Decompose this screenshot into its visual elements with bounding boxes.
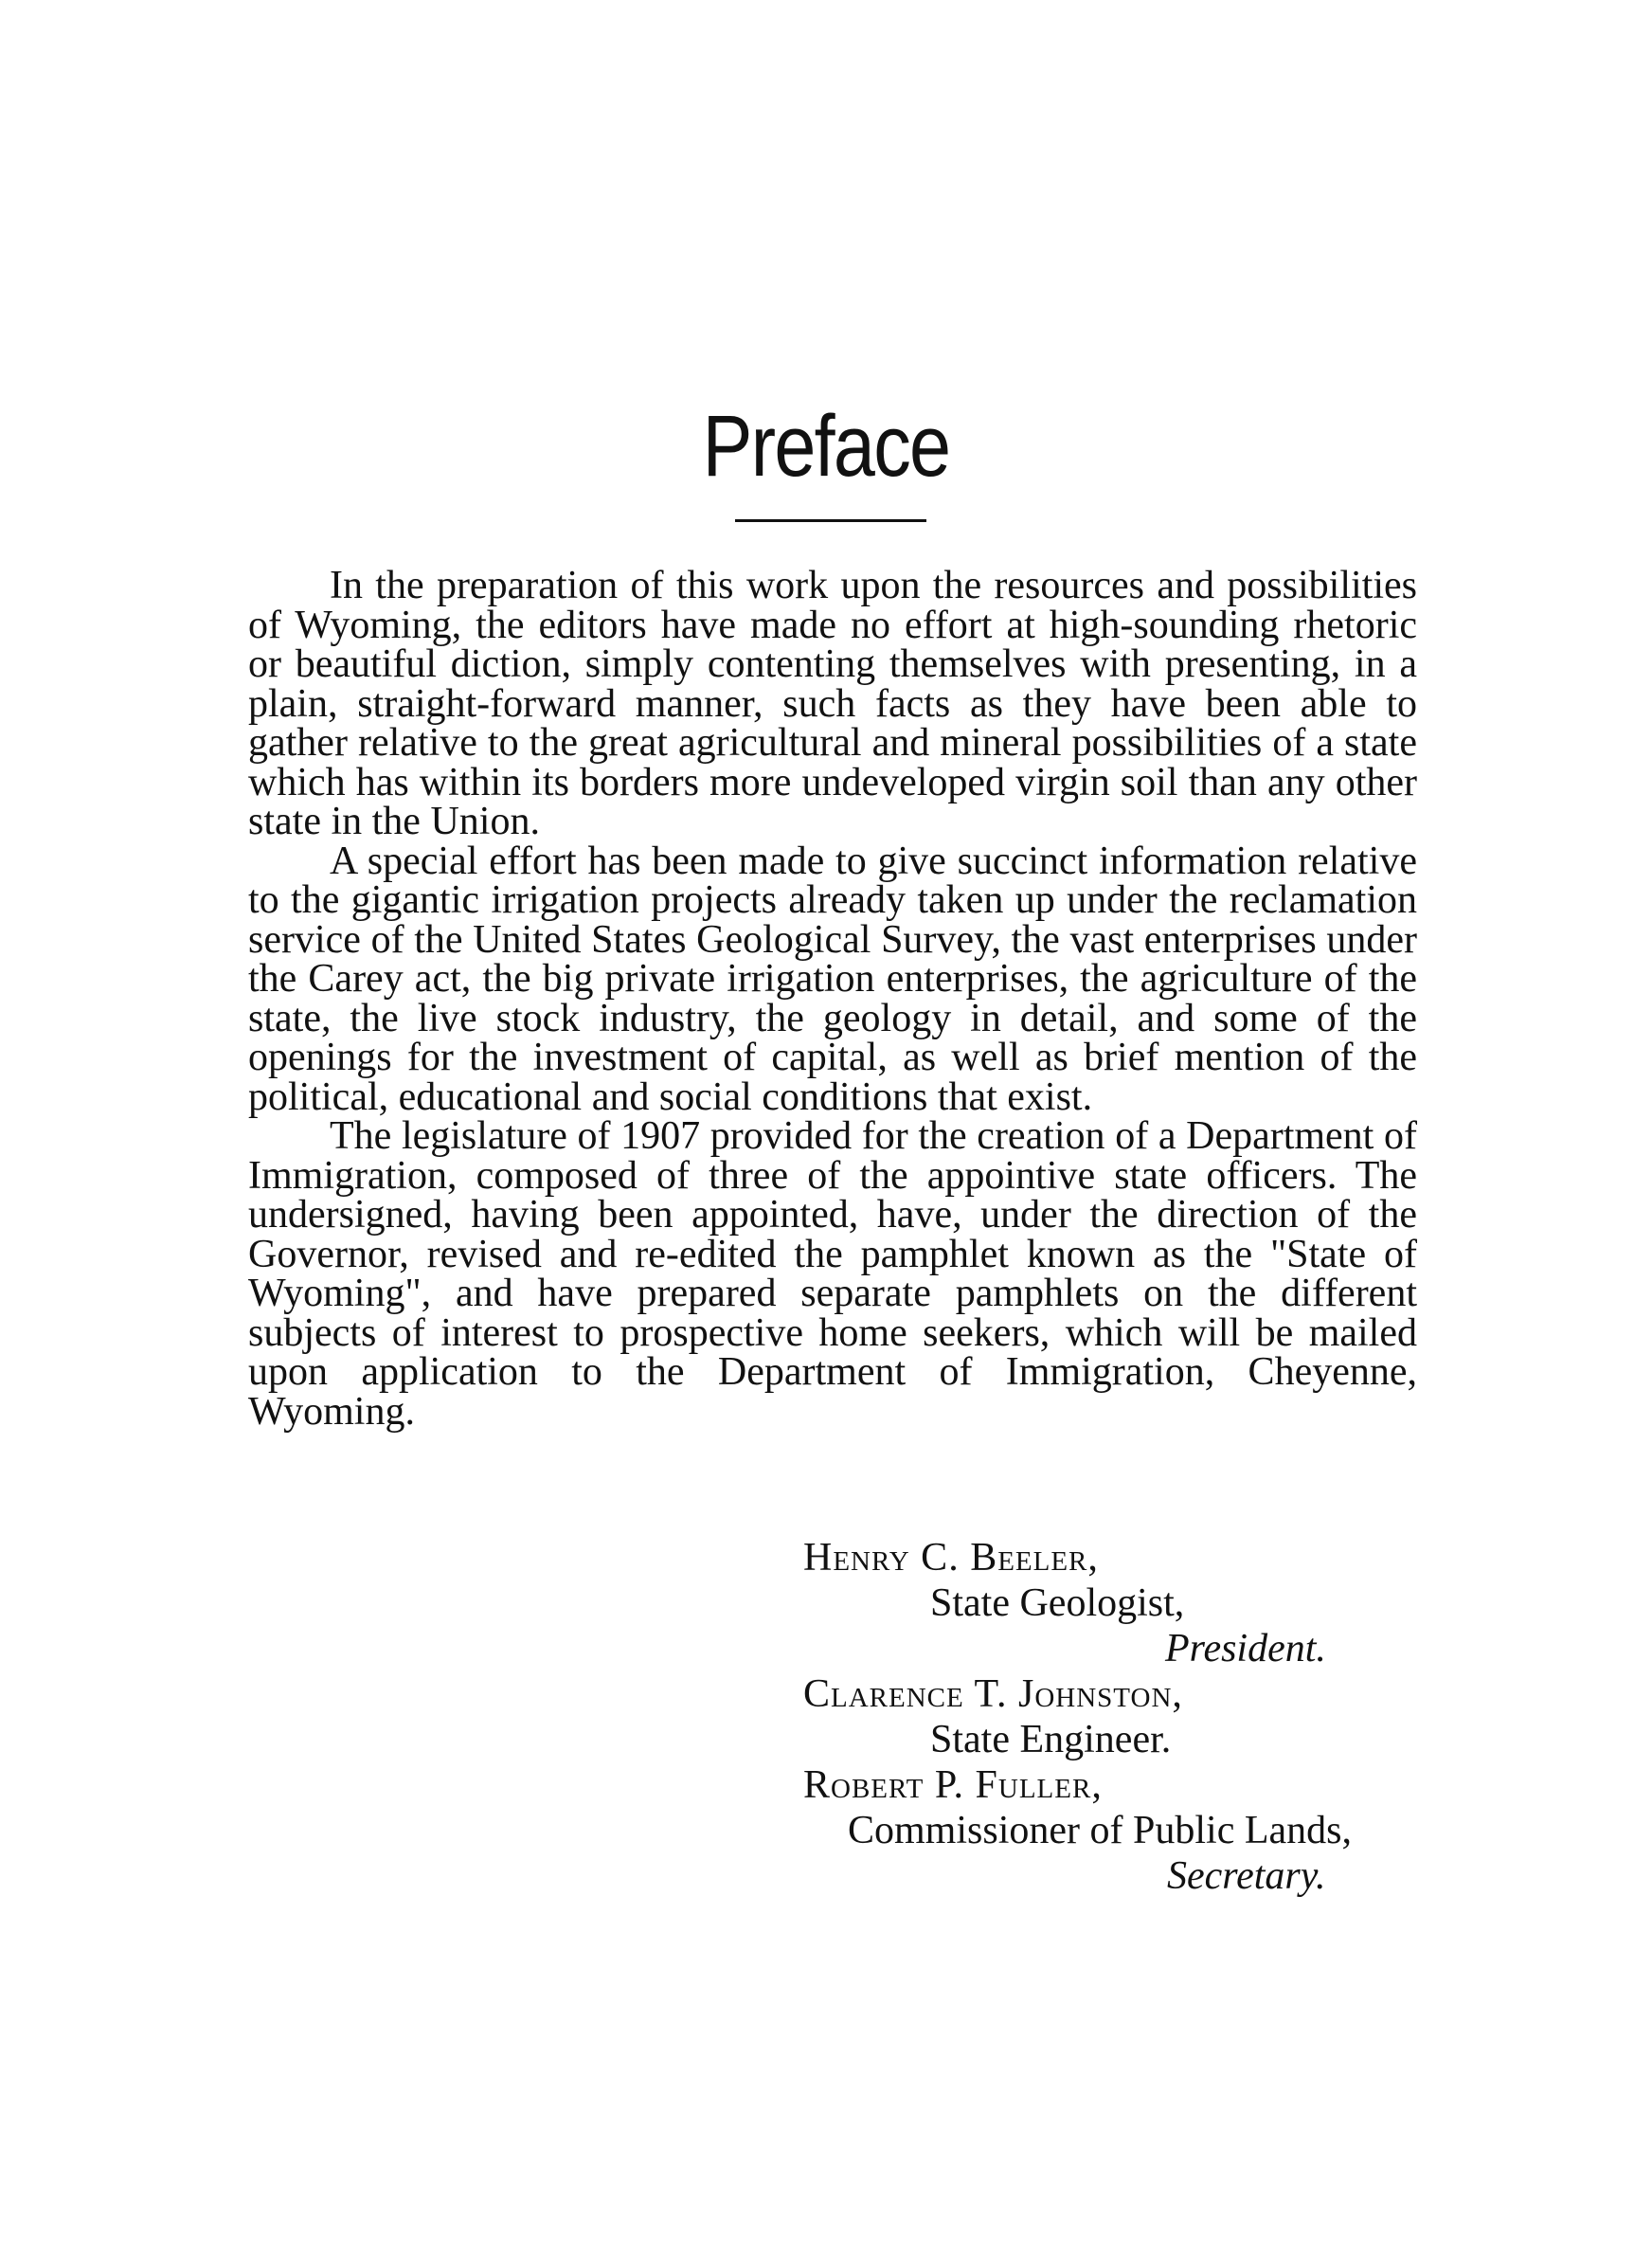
- signatory-1-title: State Geologist,: [930, 1581, 1185, 1625]
- title-rule: [735, 519, 926, 522]
- preface-body: [248, 564, 1417, 1434]
- paragraph-2: A special effort has been made to give succinct information relative to the gigantic irrigation projects already taken up under the reclamation service of the United States Geological Survey, the vast enterprises under the Carey act, the big private irrigation enterprises, the agriculture of the state, the live stock industry, the geology in detail, and some of the openings for the investment of capital, as well as brief mention of the political, educational and social conditions that exist.: [248, 839, 1417, 1119]
- signatory-2-name: Clarence T. Johnston,: [803, 1672, 1183, 1716]
- signatory-3-name: Robert P. Fuller,: [803, 1763, 1103, 1807]
- signatory-1-role: President.: [1165, 1627, 1326, 1670]
- paragraph-1: In the preparation of this work upon the resources and possibilities of Wyoming, the editors have made no effort at high-sounding rhetoric or beautiful diction, simply contenting themselves with presenting, in a plain, straight-forward manner, such facts as they have been able to gather relative to the great agricultural and mineral possibilities of a state which has within its borders more undeveloped virgin soil than any other state in the Union.: [248, 564, 1417, 843]
- signatory-2-title: State Engineer.: [930, 1718, 1172, 1761]
- paragraph-3: The legislature of 1907 provided for the creation of a Department of Immigration, composed of three of the appointive state officers. The undersigned, having been appointed, have, under the direction of the Governor, revised and re-edited the pamphlet known as the "State of Wyoming", and have prepared separate pamphlets on the different subjects of interest to prospective home seekers, which will be mailed upon application to the Department of Immigration, Cheyenne, Wyoming.: [248, 1114, 1417, 1434]
- page-title: Preface: [702, 398, 950, 495]
- signatory-3-role: Secretary.: [1167, 1854, 1326, 1898]
- signatory-3-title: Commissioner of Public Lands,: [848, 1809, 1352, 1852]
- signatory-1-name: Henry C. Beeler,: [803, 1536, 1099, 1580]
